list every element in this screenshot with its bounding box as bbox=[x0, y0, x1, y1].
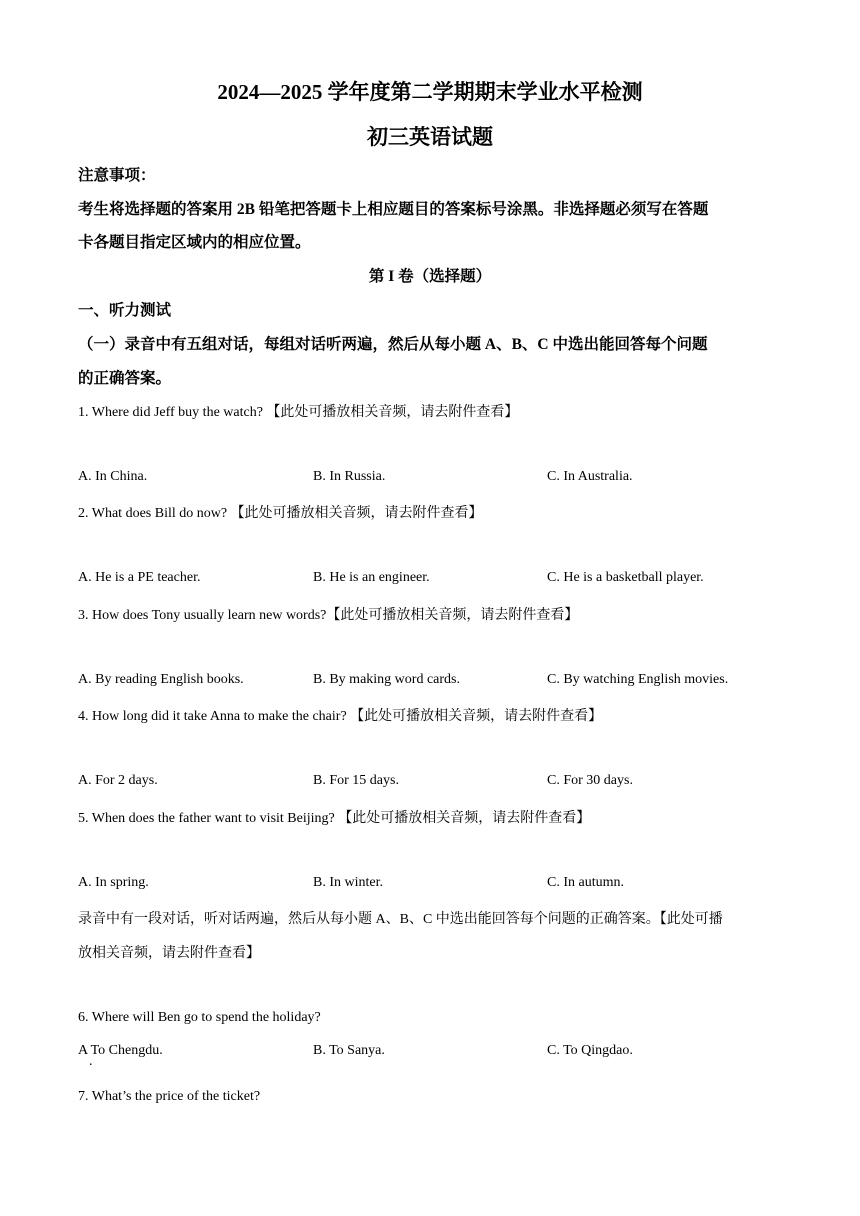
question-4: 4. How long did it take Anna to make the chair? 【此处可播放相关音频，请去附件查看】 bbox=[78, 709, 603, 724]
notice-line-1: 考生将选择题的答案用 2B 铅笔把答题卡上相应题目的答案标号涂黑。非选择题必须写在答题 bbox=[78, 201, 709, 218]
question-3-option-c: C. By watching English movies. bbox=[547, 672, 729, 687]
question-1-option-c: C. In Australia. bbox=[547, 469, 633, 484]
question-5: 5. When does the father want to visit Beijing? 【此处可播放相关音频，请去附件查看】 bbox=[78, 811, 591, 826]
question-3-option-a: A. By reading English books. bbox=[78, 672, 244, 687]
question-5-option-c: C. In autumn. bbox=[547, 875, 624, 890]
part2-instruction-line-1: 录音中有一段对话，听对话两遍，然后从每小题 A、B、C 中选出能回答每个问题的正确答案。【此处可播 bbox=[78, 912, 723, 927]
question-2: 2. What does Bill do now? 【此处可播放相关音频，请去附件查看】 bbox=[78, 506, 483, 521]
section-listening-title: 一、听力测试 bbox=[78, 302, 172, 319]
question-1: 1. Where did Jeff buy the watch? 【此处可播放相关音频，请去附件查看】 bbox=[78, 405, 519, 420]
notice-line-2: 卡各题目指定区域内的相应位置。 bbox=[78, 234, 311, 251]
part1-instruction-line-2: 的正确答案。 bbox=[78, 370, 172, 387]
question-2-option-a: A. He is a PE teacher. bbox=[78, 570, 201, 585]
question-5-option-a: A. In spring. bbox=[78, 875, 149, 890]
question-4-option-a: A. For 2 days. bbox=[78, 773, 158, 788]
question-1-option-b: B. In Russia. bbox=[313, 469, 386, 484]
question-3: 3. How does Tony usually learn new words?【此处可播放相关音频，请去附件查看】 bbox=[78, 608, 579, 623]
question-3-option-b: B. By making word cards. bbox=[313, 672, 460, 687]
question-4-option-b: B. For 15 days. bbox=[313, 773, 399, 788]
exam-title: 2024—2025 学年度第二学期期末学业水平检测 bbox=[217, 80, 643, 104]
question-1-option-a: A. In China. bbox=[78, 469, 148, 484]
part2-instruction-line-2: 放相关音频，请去附件查看】 bbox=[78, 946, 260, 961]
exam-subtitle: 初三英语试题 bbox=[367, 125, 493, 149]
question-4-option-c: C. For 30 days. bbox=[547, 773, 633, 788]
question-7: 7. What’s the price of the ticket? bbox=[78, 1089, 261, 1104]
question-6-option-b: B. To Sanya. bbox=[313, 1043, 385, 1058]
question-6: 6. Where will Ben go to spend the holiday? bbox=[78, 1010, 321, 1025]
question-5-option-b: B. In winter. bbox=[313, 875, 383, 890]
question-2-option-b: B. He is an engineer. bbox=[313, 570, 430, 585]
question-2-option-c: C. He is a basketball player. bbox=[547, 570, 704, 585]
notice-heading: 注意事项： bbox=[78, 167, 156, 184]
volume-title: 第 I 卷（选择题） bbox=[368, 268, 492, 285]
part1-instruction-line-1: （一）录音中有五组对话，每组对话听两遍，然后从每小题 A、B、C 中选出能回答每个问题 bbox=[78, 336, 708, 353]
question-6-option-a-dot: . bbox=[89, 1054, 93, 1069]
question-6-option-a: A To Chengdu. bbox=[78, 1043, 163, 1058]
question-6-option-c: C. To Qingdao. bbox=[547, 1043, 633, 1058]
